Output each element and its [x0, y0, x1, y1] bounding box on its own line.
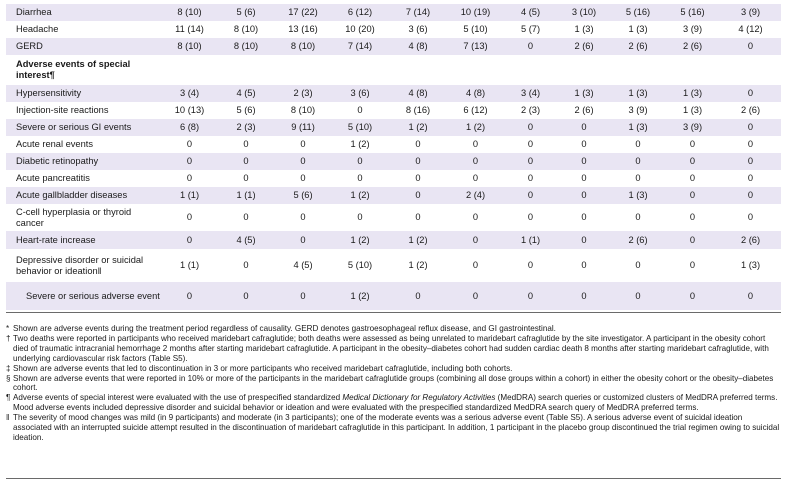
table-cell: 0	[447, 204, 504, 231]
table-cell: 0	[611, 249, 665, 282]
table-cell: 0	[275, 170, 331, 187]
table-cell: 0	[557, 204, 611, 231]
table-cell: 5 (6)	[217, 102, 275, 119]
table-cell: 6 (12)	[331, 4, 389, 21]
table-cell: 10 (19)	[447, 4, 504, 21]
footnote-italic-text: Medical Dictionary for Regulatory Activities	[342, 393, 496, 403]
table-cell: 0	[331, 204, 389, 231]
table-row	[6, 136, 781, 153]
table-cell: 3 (9)	[665, 119, 720, 136]
table-cell: 0	[447, 153, 504, 170]
table-cell: 0	[557, 119, 611, 136]
table-cell: 2 (6)	[720, 102, 781, 119]
footnote-mark: §	[6, 373, 11, 383]
section-header-row	[6, 55, 781, 85]
footnote	[6, 324, 781, 334]
table-cell: 0	[665, 187, 720, 204]
table-cell: 0	[665, 249, 720, 282]
table-cell: 0	[720, 282, 781, 310]
table-row	[6, 38, 781, 55]
table-cell: 1 (2)	[331, 231, 389, 249]
footnote-text: Shown are adverse events that led to discontinuation in 3 or more participants who received maridebart cafraglutide, including both cohorts.	[13, 363, 513, 373]
table-cell: 0	[447, 136, 504, 153]
table-cell: 0	[720, 170, 781, 187]
table-cell: 0	[217, 249, 275, 282]
table-cell: 1 (2)	[331, 187, 389, 204]
table-cell: 7 (14)	[389, 4, 447, 21]
row-label: Adverse events of special interest¶	[6, 55, 162, 85]
table-cell: 0	[331, 102, 389, 119]
table-cell: 3 (4)	[504, 85, 557, 102]
table-cell: 1 (2)	[389, 119, 447, 136]
table-cell: 1 (1)	[217, 187, 275, 204]
table-row	[6, 119, 781, 136]
table-cell: 0	[389, 170, 447, 187]
table-cell: 17 (22)	[275, 4, 331, 21]
table-row	[6, 85, 781, 102]
footnote-mark: *	[6, 324, 10, 333]
table-cell: 0	[557, 136, 611, 153]
table-cell: 2 (6)	[557, 102, 611, 119]
table-cell: 7 (13)	[447, 38, 504, 55]
table-cell: 4 (8)	[389, 38, 447, 55]
row-label: Severe or serious GI events	[6, 119, 162, 136]
table-cell: 0	[331, 170, 389, 187]
table-cell: 8 (10)	[275, 102, 331, 119]
table-cell	[720, 55, 781, 85]
table-cell: 8 (10)	[275, 38, 331, 55]
table-cell: 0	[162, 170, 217, 187]
table-cell: 1 (2)	[447, 119, 504, 136]
footnote-mark: †	[6, 333, 11, 343]
table-cell: 0	[611, 170, 665, 187]
table-cell: 2 (3)	[217, 119, 275, 136]
table-cell: 0	[217, 136, 275, 153]
table-row	[6, 102, 781, 119]
table-cell: 0	[447, 170, 504, 187]
table-cell: 0	[720, 119, 781, 136]
row-label: Acute renal events	[6, 136, 162, 153]
table-cell: 5 (10)	[331, 249, 389, 282]
table-cell: 4 (12)	[720, 21, 781, 38]
table-cell: 1 (2)	[331, 136, 389, 153]
table-cell: 8 (16)	[389, 102, 447, 119]
footnote-mark: ‡	[6, 363, 11, 373]
row-label: Severe or serious adverse event	[6, 282, 162, 310]
table-cell: 0	[665, 153, 720, 170]
table-cell: 0	[665, 231, 720, 249]
table-cell: 8 (10)	[217, 38, 275, 55]
table-cell: 0	[720, 187, 781, 204]
row-label: Headache	[6, 21, 162, 38]
row-label: GERD	[6, 38, 162, 55]
table-cell: 2 (6)	[665, 38, 720, 55]
table-row	[6, 231, 781, 249]
table-cell: 0	[611, 136, 665, 153]
table-cell: 0	[217, 282, 275, 310]
table-cell: 4 (5)	[217, 231, 275, 249]
table-cell	[162, 55, 217, 85]
table-cell: 3 (9)	[611, 102, 665, 119]
table-cell: 0	[720, 38, 781, 55]
table-row	[6, 187, 781, 204]
row-label: Diabetic retinopathy	[6, 153, 162, 170]
row-label: Heart-rate increase	[6, 231, 162, 249]
table-row	[6, 153, 781, 170]
table-cell: 1 (3)	[611, 187, 665, 204]
table-cell	[275, 55, 331, 85]
table-cell: 0	[162, 136, 217, 153]
table-cell: 3 (4)	[162, 85, 217, 102]
table-row	[6, 21, 781, 38]
table-cell: 1 (3)	[611, 119, 665, 136]
table-cell: 5 (16)	[611, 4, 665, 21]
table-row	[6, 4, 781, 21]
table-cell: 2 (3)	[504, 102, 557, 119]
table-cell: 0	[217, 204, 275, 231]
table-cell: 0	[611, 153, 665, 170]
table-cell: 0	[557, 282, 611, 310]
table-cell: 8 (10)	[217, 21, 275, 38]
table-cell: 0	[217, 153, 275, 170]
row-label: Depressive disorder or suicidal behavior or ideation‖	[6, 249, 162, 282]
row-label: Acute pancreatitis	[6, 170, 162, 187]
table-cell: 3 (10)	[557, 4, 611, 21]
table-cell: 2 (6)	[720, 231, 781, 249]
table-cell: 4 (5)	[217, 85, 275, 102]
table-cell: 6 (12)	[447, 102, 504, 119]
row-label: Acute gallbladder diseases	[6, 187, 162, 204]
table-cell: 1 (3)	[557, 85, 611, 102]
table-cell: 0	[162, 231, 217, 249]
table-cell: 0	[447, 249, 504, 282]
table-cell: 0	[504, 136, 557, 153]
footnote	[6, 393, 781, 413]
table-cell: 3 (6)	[389, 21, 447, 38]
table-cell: 0	[557, 153, 611, 170]
table-cell: 1 (1)	[504, 231, 557, 249]
table-cell: 0	[217, 170, 275, 187]
table-cell: 0	[665, 204, 720, 231]
table-cell: 1 (3)	[720, 249, 781, 282]
table-bottom-rule	[6, 312, 781, 313]
table-cell: 11 (14)	[162, 21, 217, 38]
table-cell: 4 (5)	[275, 249, 331, 282]
table-cell: 13 (16)	[275, 21, 331, 38]
footnote-text: Adverse events of special interest were evaluated with the use of prespecified standardized	[13, 393, 343, 403]
table-cell	[447, 55, 504, 85]
table-cell: 0	[720, 136, 781, 153]
footnote-mark: ¶	[6, 393, 11, 403]
table-cell: 1 (3)	[611, 21, 665, 38]
table-cell: 0	[504, 204, 557, 231]
table-cell: 0	[331, 153, 389, 170]
table-cell: 2 (3)	[275, 85, 331, 102]
table-cell: 0	[275, 282, 331, 310]
table-cell: 5 (6)	[275, 187, 331, 204]
footnote-mark: ‖	[6, 413, 10, 423]
table-cell	[557, 55, 611, 85]
footnote	[6, 413, 781, 443]
table-cell: 10 (13)	[162, 102, 217, 119]
table-cell: 0	[275, 204, 331, 231]
table-row	[6, 249, 781, 282]
table-cell: 0	[557, 231, 611, 249]
table-cell	[389, 55, 447, 85]
table-cell: 0	[504, 170, 557, 187]
table-body	[6, 4, 781, 310]
table-cell: 7 (14)	[331, 38, 389, 55]
table-cell: 1 (1)	[162, 187, 217, 204]
table-row	[6, 170, 781, 187]
table-cell: 0	[557, 187, 611, 204]
row-label: Injection-site reactions	[6, 102, 162, 119]
table-cell: 0	[275, 231, 331, 249]
table-cell: 1 (3)	[665, 102, 720, 119]
table-cell	[665, 55, 720, 85]
row-label: Diarrhea	[6, 4, 162, 21]
table-cell: 1 (2)	[331, 282, 389, 310]
table-cell: 0	[557, 249, 611, 282]
table-cell: 5 (10)	[331, 119, 389, 136]
table-cell: 0	[504, 153, 557, 170]
footnote	[6, 374, 781, 394]
table-cell: 8 (10)	[162, 4, 217, 21]
table-cell: 5 (10)	[447, 21, 504, 38]
table-cell: 1 (2)	[389, 231, 447, 249]
table-cell: 2 (6)	[557, 38, 611, 55]
table-cell	[331, 55, 389, 85]
table-cell	[504, 55, 557, 85]
footnote-text: Shown are adverse events that were reported in 10% or more of the participants in the maridebart cafraglutide groups (combining all dose groups within a cohort) in either the obesity cohort or the obesity–diabetes cohort.	[13, 373, 774, 393]
table-cell: 0	[389, 187, 447, 204]
table-cell: 0	[389, 153, 447, 170]
table-cell: 4 (8)	[389, 85, 447, 102]
table-cell: 1 (1)	[162, 249, 217, 282]
table-cell: 2 (4)	[447, 187, 504, 204]
table-row	[6, 282, 781, 310]
table-cell: 0	[447, 282, 504, 310]
table-cell: 5 (6)	[217, 4, 275, 21]
table-cell: 10 (20)	[331, 21, 389, 38]
table-cell: 0	[389, 136, 447, 153]
table-cell: 1 (3)	[665, 85, 720, 102]
table-cell: 0	[720, 204, 781, 231]
table-cell	[611, 55, 665, 85]
table-cell: 0	[665, 282, 720, 310]
footnote	[6, 364, 781, 374]
table-cell: 0	[665, 170, 720, 187]
table-cell: 2 (6)	[611, 38, 665, 55]
row-label: C-cell hyperplasia or thyroid cancer	[6, 204, 162, 231]
table-cell: 4 (8)	[447, 85, 504, 102]
footnote-text: The severity of mood changes was mild (in 9 participants) and moderate (in 3 participants); one of the moderate events was a serious adverse event (Table S5). A serious adverse event of suicidal ideation associated with an interrupted suicide attempt resulted in the discontinuation of maridebart cafraglutide in this participant. In addition, 1 participant in the placebo group discontinued the trial regimen owing to suicidal ideation.	[13, 413, 780, 442]
table-cell: 8 (10)	[162, 38, 217, 55]
table-cell: 0	[611, 204, 665, 231]
footnotes	[6, 324, 781, 443]
table-cell: 0	[162, 282, 217, 310]
table-cell: 0	[275, 153, 331, 170]
table-cell: 0	[504, 282, 557, 310]
table-cell: 0	[389, 282, 447, 310]
table-cell: 0	[504, 249, 557, 282]
table-cell: 0	[611, 282, 665, 310]
table-cell: 0	[720, 85, 781, 102]
table-cell: 1 (3)	[611, 85, 665, 102]
table-cell: 0	[275, 136, 331, 153]
table-cell: 6 (8)	[162, 119, 217, 136]
table-cell: 0	[389, 204, 447, 231]
footnote-text: Two deaths were reported in participants who received maridebart cafraglutide; both deaths were assessed as being unrelated to maridebart cafraglutide by the site investigator. A participant in the obesity cohort died of traumatic intracranial hemorrhage 2 months after starting maridebart cafraglutide. A participant in the obesity–diabetes cohort had sudden cardiac death 8 months after starting maridebart cafraglutide, with underlying cardiovascular risk factors (Table S5).	[13, 333, 769, 363]
table-cell: 3 (6)	[331, 85, 389, 102]
table-cell: 1 (2)	[389, 249, 447, 282]
adverse-events-table	[6, 4, 781, 310]
table-cell: 0	[557, 170, 611, 187]
table-cell: 0	[447, 231, 504, 249]
table-cell: 5 (16)	[665, 4, 720, 21]
footnote-text: Shown are adverse events during the treatment period regardless of causality. GERD denotes gastroesophageal reflux disease, and GI gastrointestinal.	[13, 324, 556, 333]
table-cell: 3 (9)	[665, 21, 720, 38]
table-cell: 2 (6)	[611, 231, 665, 249]
footnote	[6, 334, 781, 364]
footnotes-bottom-rule	[6, 478, 781, 479]
table-cell: 0	[504, 119, 557, 136]
table-cell: 0	[162, 153, 217, 170]
table-cell: 0	[665, 136, 720, 153]
table-row	[6, 204, 781, 231]
table-cell: 4 (5)	[504, 4, 557, 21]
table-cell: 1 (3)	[557, 21, 611, 38]
table-cell: 3 (9)	[720, 4, 781, 21]
table-cell: 0	[504, 187, 557, 204]
table-cell: 0	[162, 204, 217, 231]
table-cell: 0	[504, 38, 557, 55]
table-cell: 5 (7)	[504, 21, 557, 38]
table-cell	[217, 55, 275, 85]
table-cell: 9 (11)	[275, 119, 331, 136]
footnote-text: (MedDRA) search queries or customized clusters of MedDRA preferred terms. Mood adverse events included depressive disorder and suicidal behavior or ideation and were evaluated with the prespecified standardized MedDRA search query of MedDRA preferred terms.	[13, 393, 778, 413]
table-cell: 0	[720, 153, 781, 170]
row-label: Hypersensitivity	[6, 85, 162, 102]
